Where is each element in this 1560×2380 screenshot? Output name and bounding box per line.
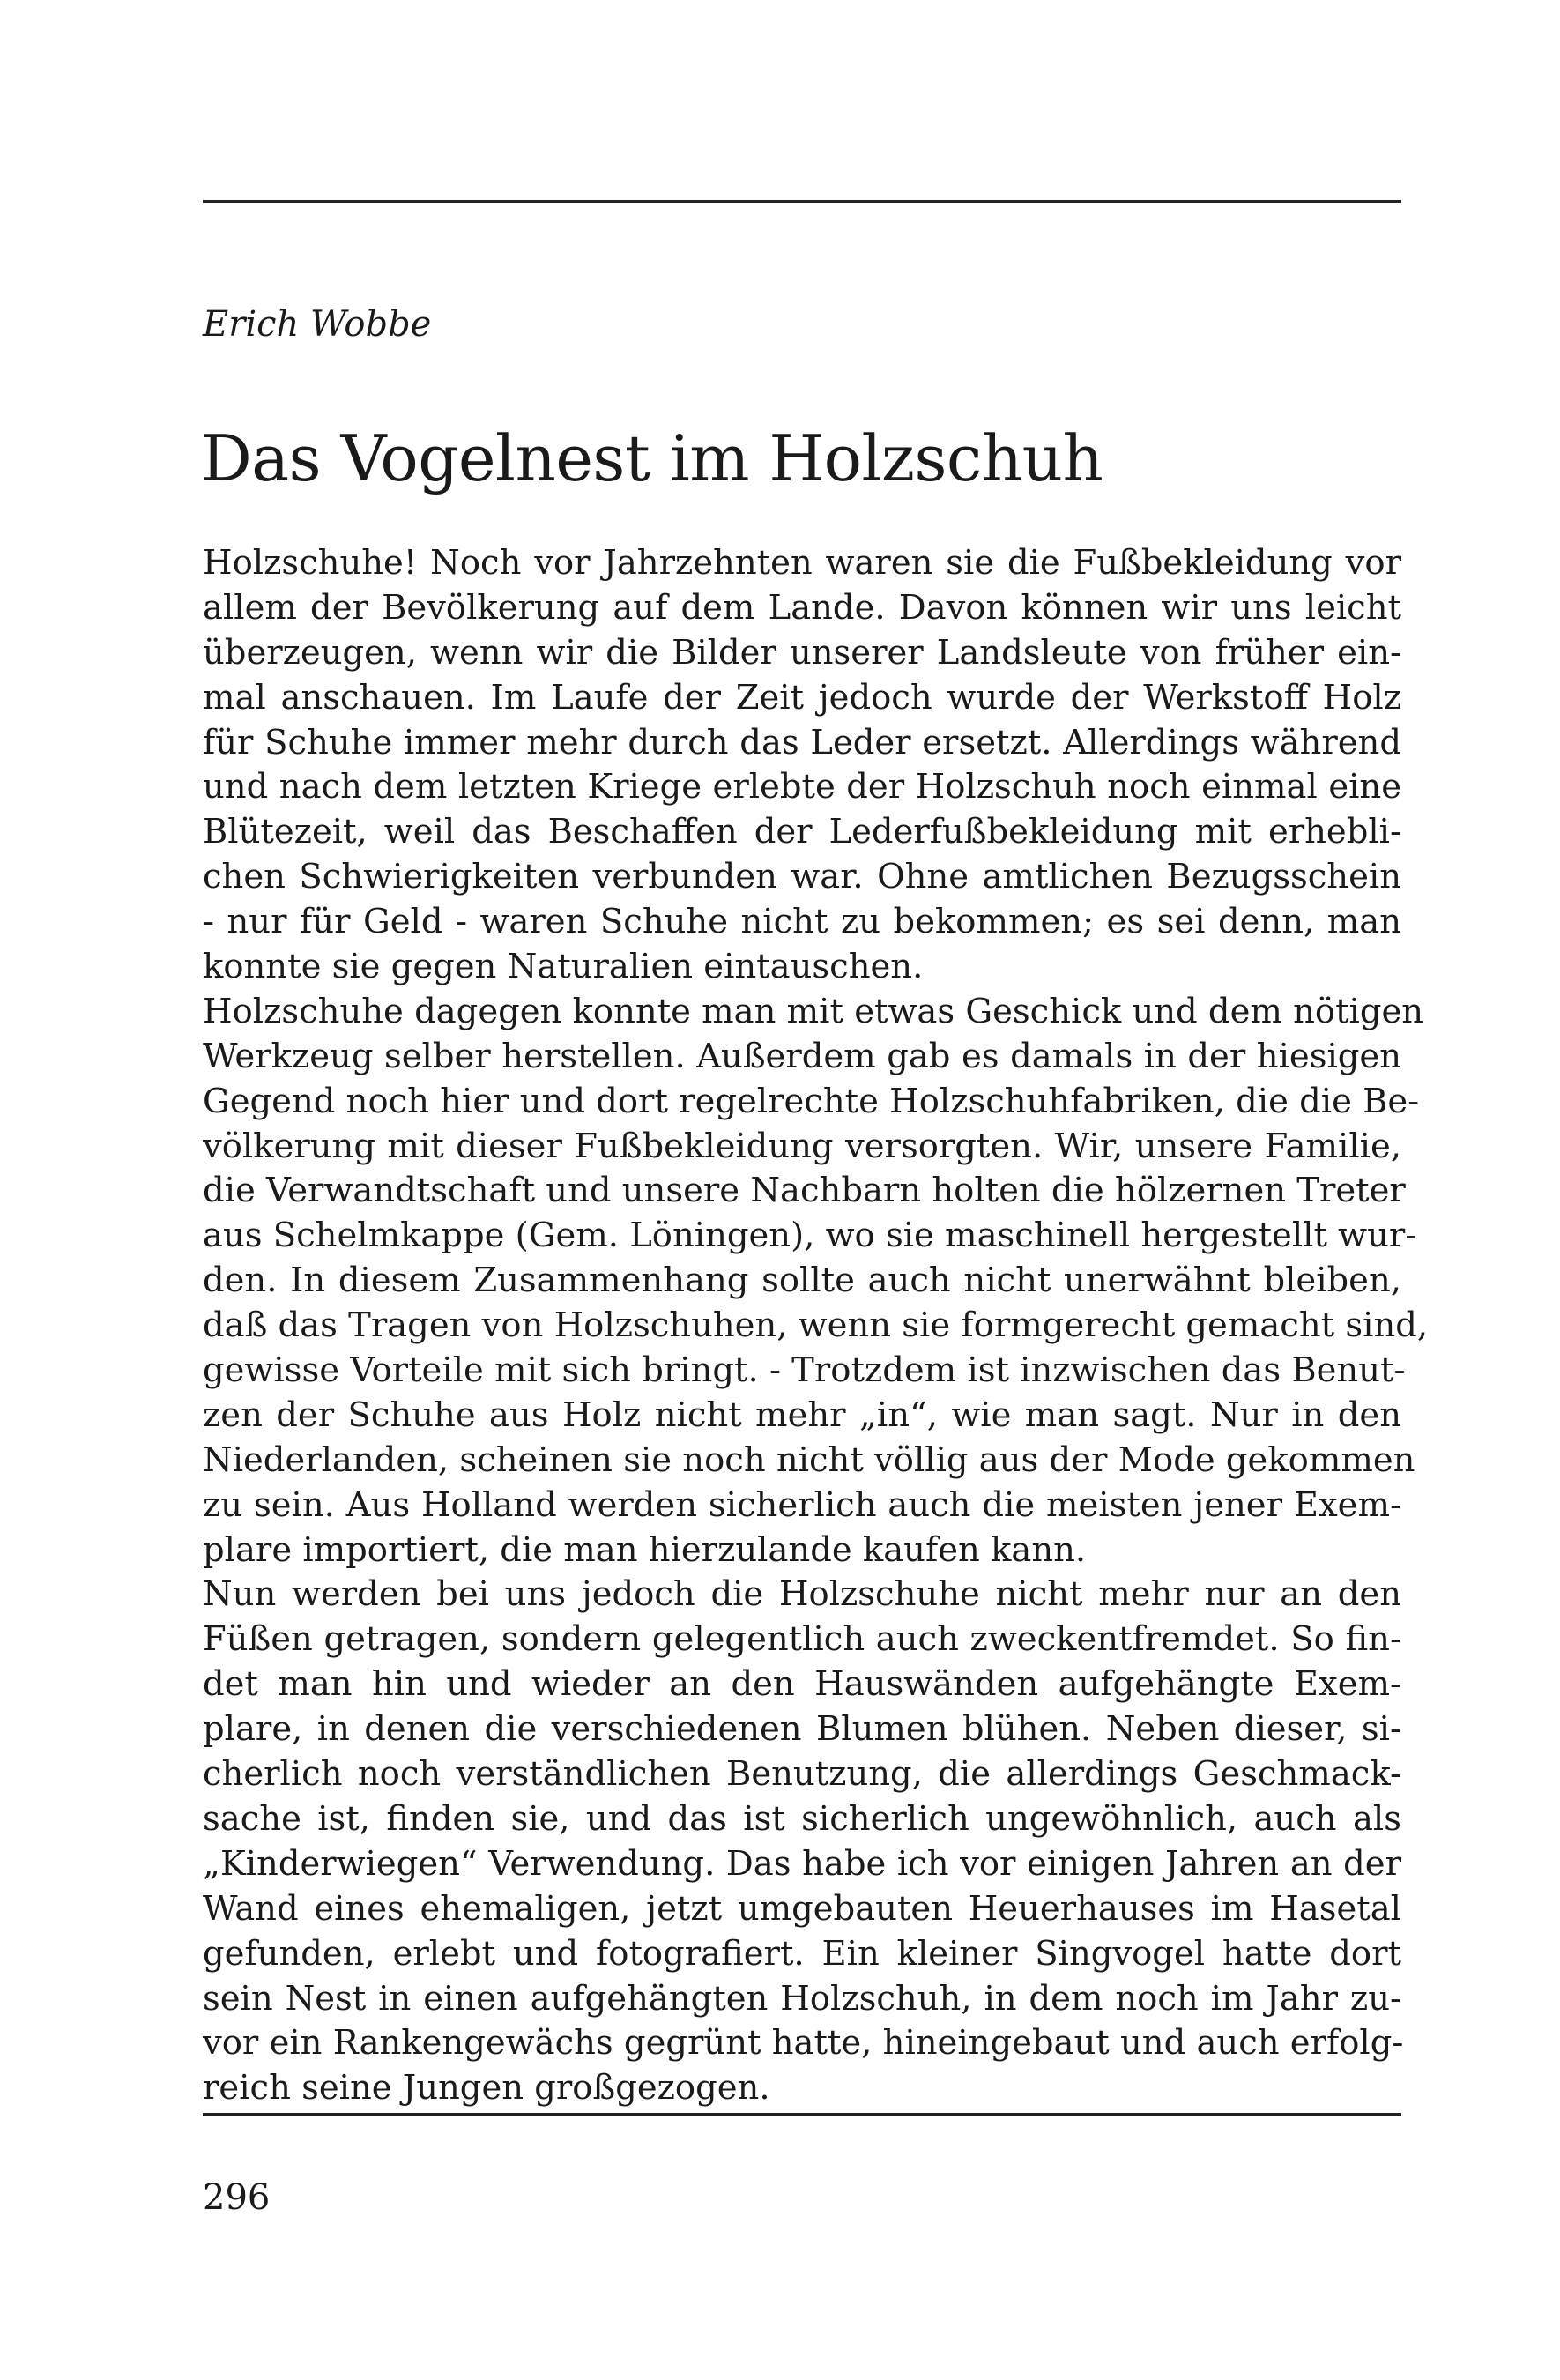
text-line: aus Schelmkappe (Gem. Löningen), wo sie maschinell hergestellt wur- [203,1216,1417,1256]
top-rule [203,200,1401,203]
text-line: zen der Schuhe aus Holz nicht mehr „in“, wie man sagt. Nur in den [203,1395,1401,1435]
text-line: chen Schwierigkeiten verbunden war. Ohne amtlichen Bezugsschein [203,857,1401,897]
bottom-rule [203,2113,1401,2116]
text-line: plare importiert, die man hierzulande kaufen kann. [203,1529,1087,1570]
text-line: plare, in denen die verschiedenen Blumen blühen. Neben dieser, si- [203,1709,1401,1750]
text-line: allem der Bevölkerung auf dem Lande. Davon können wir uns leicht [203,587,1401,628]
text-line: völkerung mit dieser Fußbekleidung versorgten. Wir, unsere Familie, [203,1126,1401,1166]
text-line: daß das Tragen von Holzschuhen, wenn sie formgerecht gemacht sind, [203,1305,1429,1346]
article-title: Das Vogelnest im Holzschuh [201,421,1103,495]
paragraph [203,990,1429,1573]
text-line: vor ein Rankengewächs gegrünt hatte, hineingebaut und auch erfolg- [203,2023,1404,2064]
paragraph [203,541,1401,990]
text-line: sache ist, finden sie, und das ist sicherlich ungewöhnlich, auch als [203,1798,1401,1839]
text-line: Holzschuhe dagegen konnte man mit etwas Geschick und dem nötigen [203,991,1424,1031]
author-name: Erich Wobbe [203,304,432,345]
text-line: Nun werden bei uns jedoch die Holzschuhe nicht mehr nur an den [203,1574,1401,1615]
text-line: reich seine Jungen großgezogen. [203,2068,770,2109]
text-line: sein Nest in einen aufgehängten Holzschuh, in dem noch im Jahr zu- [203,1978,1401,2019]
text-line: det man hin und wieder an den Hauswänden aufgehängte Exem- [203,1664,1401,1705]
text-line: zu sein. Aus Holland werden sicherlich auch die meisten jener Exem- [203,1484,1401,1525]
text-line: Wand eines ehemaligen, jetzt umgebauten Heuerhauses im Hasetal [203,1888,1401,1929]
text-line: konnte sie gegen Naturalien eintauschen. [203,947,924,987]
text-line: den. In diesem Zusammenhang sollte auch nicht unerwähnt bleiben, [203,1261,1401,1301]
text-line: Blütezeit, weil das Beschaffen der Lederfußbekleidung mit erhebli- [203,812,1401,852]
text-line: für Schuhe immer mehr durch das Leder ersetzt. Allerdings während [203,722,1401,762]
text-line: Niederlanden, scheinen sie noch nicht völlig aus der Mode gekommen [203,1439,1415,1480]
text-line: die Verwandtschaft und unsere Nachbarn holten die hölzernen Treter [203,1171,1406,1211]
text-line: - nur für Geld - waren Schuhe nicht zu bekommen; es sei denn, man [203,902,1401,942]
page-number: 296 [203,2177,271,2218]
text-line: gefunden, erlebt und fotografiert. Ein kleiner Singvogel hatte dort [203,1933,1401,1974]
text-line: gewisse Vorteile mit sich bringt. - Trotzdem ist inzwischen das Benut- [203,1350,1406,1391]
text-line: und nach dem letzten Kriege erlebte der Holzschuh noch einmal eine [203,767,1401,807]
text-line: Holzschuhe! Noch vor Jahrzehnten waren sie die Fußbekleidung vor [203,543,1401,583]
text-line: „Kinderwiegen“ Verwendung. Das habe ich vor einigen Jahren an der [203,1843,1401,1884]
text-line: cherlich noch verständlichen Benutzung, die allerdings Geschmack- [203,1754,1401,1795]
text-line: Werkzeug selber herstellen. Außerdem gab es damals in der hiesigen [203,1036,1401,1076]
text-line: überzeugen, wenn wir die Bilder unserer Landsleute von früher ein- [203,632,1401,673]
text-line: mal anschauen. Im Laufe der Zeit jedoch wurde der Werkstoff Holz [203,677,1401,718]
text-line: Füßen getragen, sondern gelegentlich auch zweckentfremdet. So fin- [203,1619,1401,1660]
article-body [203,541,1429,2111]
text-line: Gegend noch hier und dort regelrechte Holzschuhfabriken, die die Be- [203,1081,1420,1121]
paragraph [203,1573,1404,2111]
